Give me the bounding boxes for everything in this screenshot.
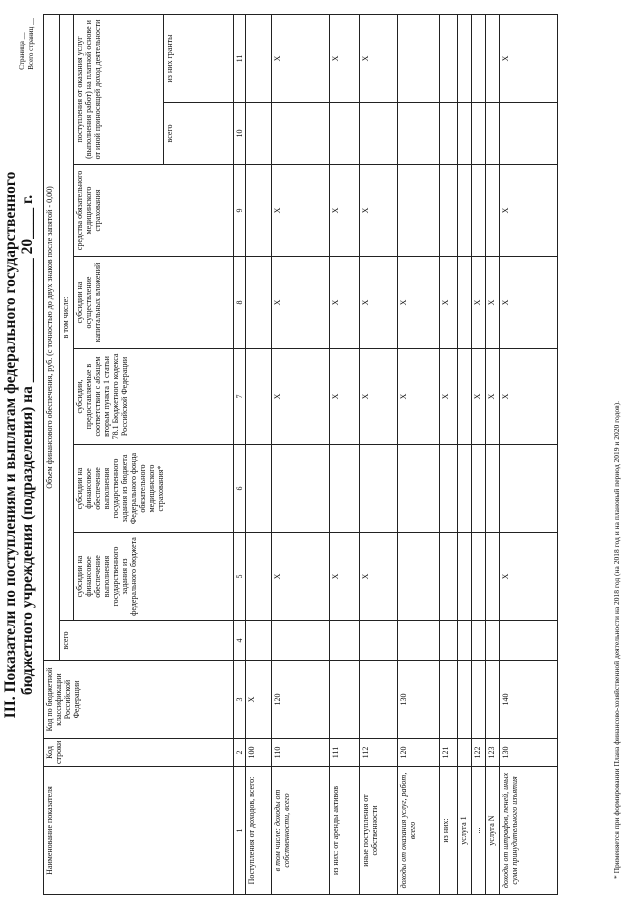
cell-total	[398, 621, 440, 661]
table-row	[500, 14, 558, 894]
cell-c5: X	[360, 533, 398, 621]
cell-c11	[398, 14, 440, 102]
cell-c10	[472, 103, 486, 165]
col-number: 5	[234, 533, 246, 621]
row-kbk: 140	[500, 661, 558, 739]
col-number: 10	[234, 103, 246, 165]
cell-c10	[330, 103, 360, 165]
cell-c10	[398, 103, 440, 165]
cell-c10	[440, 103, 458, 165]
cell-total	[272, 621, 330, 661]
total-pages-label: Всего страниц __	[27, 18, 35, 70]
cell-c11	[458, 14, 472, 102]
col-number: 11	[234, 14, 246, 102]
cell-c11	[440, 14, 458, 102]
cell-c8	[458, 257, 472, 349]
col-number: 2	[234, 739, 246, 767]
table-row	[458, 14, 472, 894]
row-name: доходы от оказания услуг, работ, всего	[398, 767, 440, 895]
cell-c5	[486, 533, 500, 621]
col-header-c10b: из них гранты	[164, 14, 234, 102]
cell-c9	[246, 165, 272, 257]
cell-total	[500, 621, 558, 661]
cell-c11	[486, 14, 500, 102]
cell-c9	[472, 165, 486, 257]
cell-c10	[246, 103, 272, 165]
col-header-c9: средства обязательного медицинского страхования	[74, 165, 234, 257]
cell-c10	[458, 103, 472, 165]
col-number: 7	[234, 349, 246, 445]
cell-c6	[440, 445, 458, 533]
cell-c11: X	[500, 14, 558, 102]
row-code: 123	[486, 739, 500, 767]
table-row	[398, 14, 440, 894]
page-title	[2, 125, 36, 765]
row-name: ...	[472, 767, 486, 895]
cell-c6	[246, 445, 272, 533]
cell-c8: X	[486, 257, 500, 349]
row-kbk	[472, 661, 486, 739]
title-line-1: III. Показатели по поступлениям и выплатам федерального государственного	[2, 171, 19, 719]
cell-c7: X	[360, 349, 398, 445]
cell-c7: X	[486, 349, 500, 445]
row-code: 110	[272, 739, 330, 767]
row-code: 121	[440, 739, 458, 767]
cell-c7: X	[330, 349, 360, 445]
row-code: 111	[330, 739, 360, 767]
col-number: 9	[234, 165, 246, 257]
row-name: Поступления от доходов, всего:	[246, 767, 272, 895]
table-row	[486, 14, 500, 894]
cell-c7	[458, 349, 472, 445]
page-number-label: Страница __	[18, 32, 26, 70]
cell-c5: X	[330, 533, 360, 621]
cell-c6	[486, 445, 500, 533]
cell-c7	[246, 349, 272, 445]
cell-c8	[246, 257, 272, 349]
cell-c9: X	[500, 165, 558, 257]
cell-c10	[272, 103, 330, 165]
col-number: 4	[234, 621, 246, 661]
table-row	[360, 14, 398, 894]
cell-c6	[472, 445, 486, 533]
col-header-kbk: Код по бюджетной классификации Российской Федерации	[44, 661, 234, 739]
cell-c8: X	[440, 257, 458, 349]
cell-c10	[360, 103, 398, 165]
cell-c7: X	[272, 349, 330, 445]
row-code: 100	[246, 739, 272, 767]
cell-total	[458, 621, 472, 661]
col-header-name: Наименование показателя	[44, 767, 234, 895]
cell-c5	[458, 533, 472, 621]
row-name: из них: от аренды активов	[330, 767, 360, 895]
row-kbk	[458, 661, 472, 739]
col-header-c10a: всего	[164, 103, 234, 165]
cell-c10	[500, 103, 558, 165]
col-number: 1	[234, 767, 246, 895]
footnote: * Применяется при формировании Плана финансово-хозяйственной деятельности на 2018 год (на 2018 год и на плановый период 2019 и 2020 годов).	[612, 400, 621, 879]
cell-c5: X	[272, 533, 330, 621]
row-name: доходы от штрафов, пеней, иных сумм принудительного изъятия	[500, 767, 558, 895]
cell-c6	[330, 445, 360, 533]
col-header-incl: в том числе:	[60, 14, 74, 620]
row-name: в том числе: доходы от собственности, всего	[272, 767, 330, 895]
row-kbk	[440, 661, 458, 739]
cell-c7: X	[398, 349, 440, 445]
cell-c7: X	[472, 349, 486, 445]
cell-total	[486, 621, 500, 661]
table-row	[330, 14, 360, 894]
cell-c5	[472, 533, 486, 621]
cell-c9: X	[360, 165, 398, 257]
row-name: из них:	[440, 767, 458, 895]
cell-c8: X	[360, 257, 398, 349]
cell-c6	[458, 445, 472, 533]
table-row	[440, 14, 458, 894]
cell-c5	[398, 533, 440, 621]
cell-c11: X	[330, 14, 360, 102]
cell-c9: X	[272, 165, 330, 257]
cell-c7: X	[440, 349, 458, 445]
cell-c8: X	[330, 257, 360, 349]
row-name: услуга N	[486, 767, 500, 895]
cell-c5: X	[500, 533, 558, 621]
cell-c9: X	[330, 165, 360, 257]
col-header-c10: поступления от оказания услуг (выполнения работ) на платной основе и от иной приносящей доход деятельности	[74, 14, 164, 164]
cell-c11	[472, 14, 486, 102]
cell-total	[246, 621, 272, 661]
cell-c7: X	[500, 349, 558, 445]
row-code: 122	[472, 739, 486, 767]
row-name: услуга 1	[458, 767, 472, 895]
cell-total	[472, 621, 486, 661]
cell-total	[330, 621, 360, 661]
col-header-c5: субсидии на финансовое обеспечение выполнения государственного задания из федерального бюджета	[74, 533, 234, 621]
title-line-2: бюджетного учреждения (подразделения) на ________________ 20____ г.	[19, 194, 36, 696]
row-kbk: X	[246, 661, 272, 739]
cell-c11: X	[360, 14, 398, 102]
row-code	[458, 739, 472, 767]
table-row	[472, 14, 486, 894]
row-kbk: 120	[272, 661, 330, 739]
cell-c8: X	[398, 257, 440, 349]
page-counter	[18, 18, 36, 70]
col-header-c7: субсидии, предоставляемые в соответствии с абзацем вторым пункта 1 статьи 78.1 Бюджетного кодекса Российской Федерации	[74, 349, 234, 445]
table-row	[272, 14, 330, 894]
cell-c5	[440, 533, 458, 621]
cell-total	[440, 621, 458, 661]
cell-c8: X	[472, 257, 486, 349]
col-number: 8	[234, 257, 246, 349]
cell-total	[360, 621, 398, 661]
col-number: 3	[234, 661, 246, 739]
col-header-c8: субсидии на осуществление капитальных вложений	[74, 257, 234, 349]
row-code: 120	[398, 739, 440, 767]
row-kbk	[360, 661, 398, 739]
row-code: 112	[360, 739, 398, 767]
cell-c8: X	[500, 257, 558, 349]
cell-c5	[246, 533, 272, 621]
col-number: 6	[234, 445, 246, 533]
cell-c8: X	[272, 257, 330, 349]
cell-c9	[486, 165, 500, 257]
row-kbk	[486, 661, 500, 739]
indicators-table	[43, 14, 558, 895]
table-row	[246, 14, 272, 894]
cell-c11	[246, 14, 272, 102]
cell-c9	[440, 165, 458, 257]
col-header-c6: субсидии на финансовое обеспечение выполнения государственного задания из бюджета Федерального фонда обязательного медицинского страхования*	[74, 445, 234, 533]
cell-c6	[360, 445, 398, 533]
cell-c11: X	[272, 14, 330, 102]
col-header-volume: Объем финансового обеспечения, руб. (с точностью до двух знаков после запятой - 0,00)	[44, 14, 60, 660]
cell-c6	[500, 445, 558, 533]
row-name: иные поступления от собственности	[360, 767, 398, 895]
cell-c9	[458, 165, 472, 257]
cell-c9	[398, 165, 440, 257]
row-code: 130	[500, 739, 558, 767]
cell-c10	[486, 103, 500, 165]
row-kbk: 130	[398, 661, 440, 739]
row-kbk	[330, 661, 360, 739]
col-header-code: Код строки	[44, 739, 234, 767]
col-header-total: всего	[60, 621, 234, 661]
cell-c6	[398, 445, 440, 533]
cell-c6	[272, 445, 330, 533]
